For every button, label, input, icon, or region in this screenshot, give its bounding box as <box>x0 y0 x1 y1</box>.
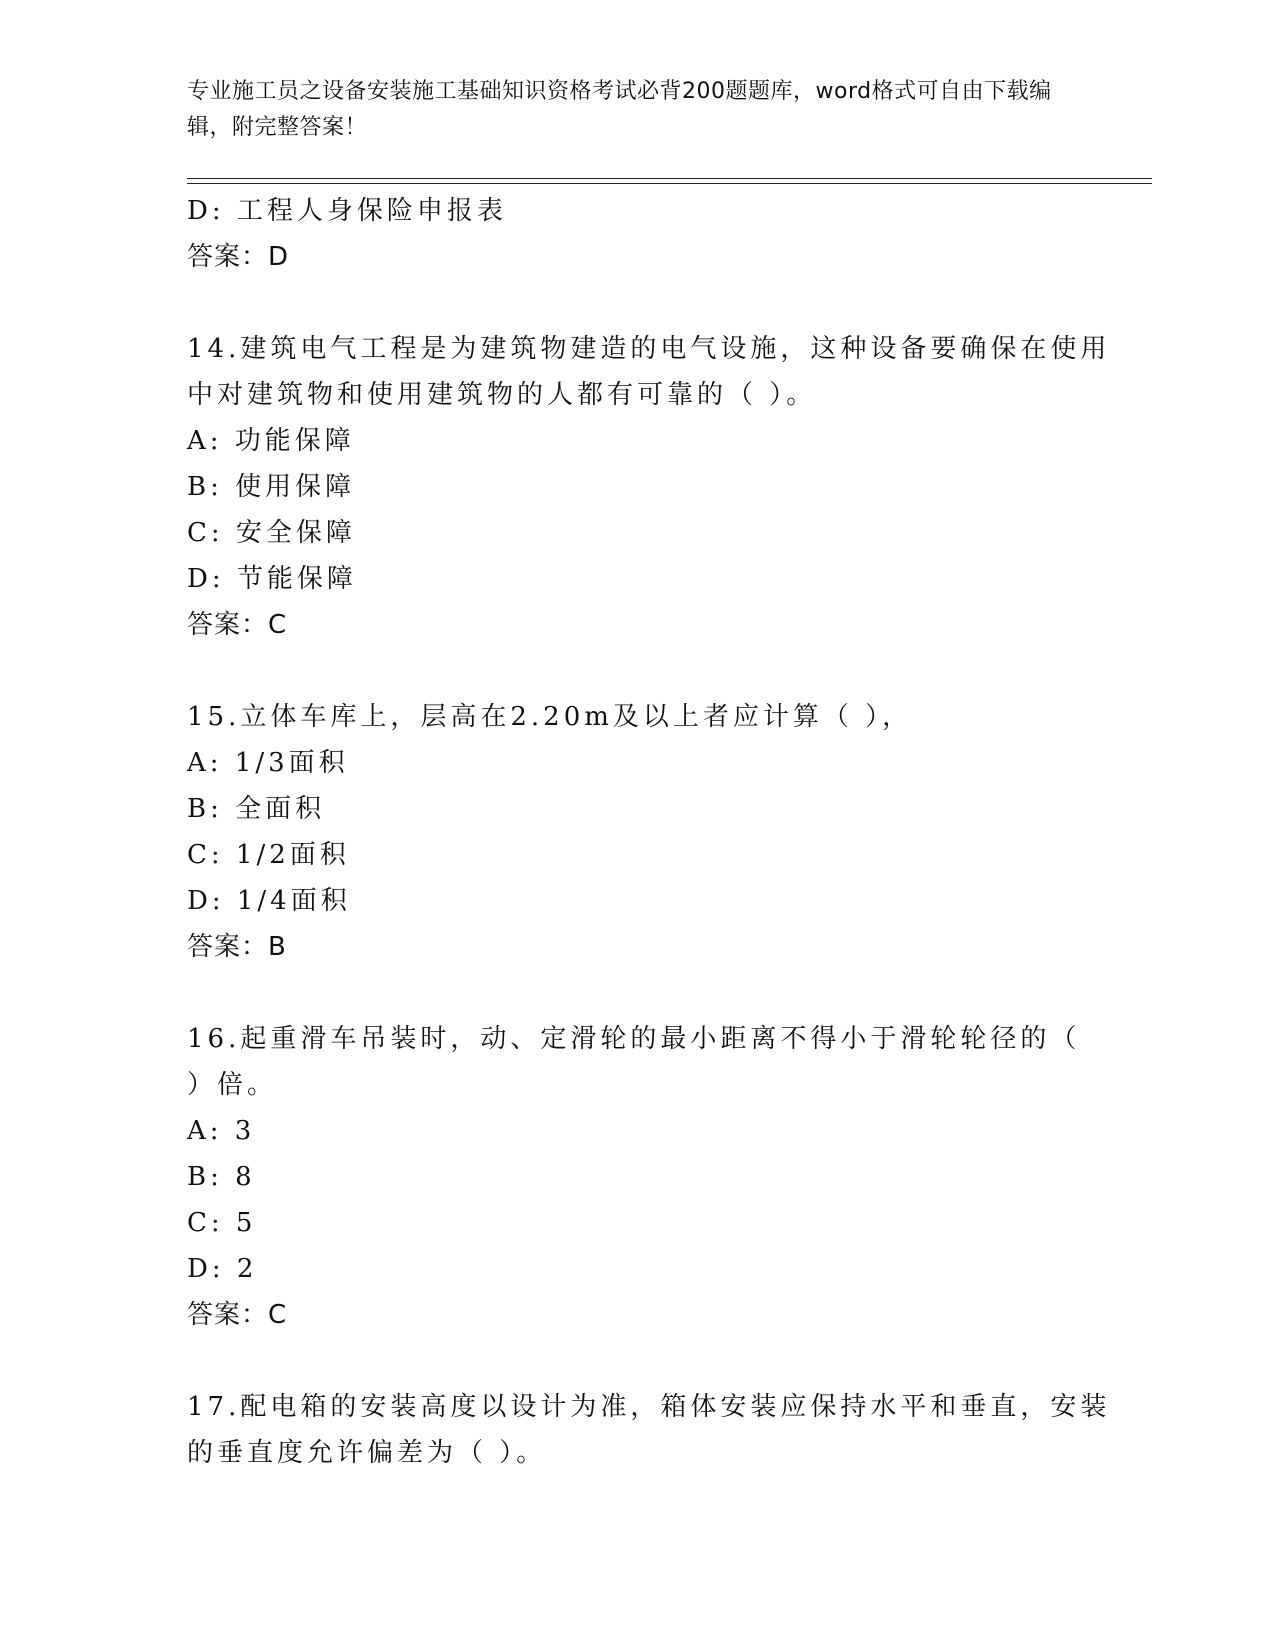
option-b: B: 使用保障 <box>187 472 356 502</box>
answer-line: 答案：D <box>187 242 290 272</box>
question-list <box>187 188 1111 1476</box>
option-c: C: 1/2面积 <box>187 840 350 870</box>
question-17 <box>187 1384 1111 1476</box>
answer-line: 答案：C <box>187 610 288 640</box>
spacer <box>187 1338 1087 1384</box>
question-16 <box>187 1016 1087 1338</box>
option-d: D: 节能保障 <box>187 564 357 594</box>
answer-line: 答案：C <box>187 1300 288 1330</box>
question-15 <box>187 694 1087 970</box>
header-divider-top <box>187 178 1152 179</box>
header-title: 专业施工员之设备安装施工基础知识资格考试必背200题题库，word格式可自由下载编辑，附完整答案！ <box>187 79 1052 140</box>
option-d: D: 工程人身保险申报表 <box>187 196 507 226</box>
header-divider-bottom <box>187 183 1152 184</box>
option-a: A: 功能保障 <box>187 426 355 456</box>
question-stem: 的垂直度允许偏差为（ ）。 <box>187 1438 547 1468</box>
option-b: B: 全面积 <box>187 794 326 824</box>
option-d: D: 1/4面积 <box>187 886 351 916</box>
option-a: A: 3 <box>187 1116 256 1146</box>
question-stem: ）倍。 <box>187 1070 278 1100</box>
question-stem: 17.配电箱的安装高度以设计为准，箱体安装应保持水平和垂直，安装 <box>187 1392 1111 1422</box>
option-b: B: 8 <box>187 1162 256 1192</box>
question-stem: 14.建筑电气工程是为建筑物建造的电气设施，这种设备要确保在使用 <box>187 334 1111 364</box>
option-c: C: 安全保障 <box>187 518 356 548</box>
question-stem: 16.起重滑车吊装时，动、定滑轮的最小距离不得小于滑轮轮径的（ <box>187 1024 1081 1054</box>
option-a: A: 1/3面积 <box>187 748 349 778</box>
spacer <box>187 970 1087 1016</box>
spacer <box>187 648 1087 694</box>
question-stem: 15.立体车库上，层高在2.20m及以上者应计算（ ）， <box>187 702 913 732</box>
question-14 <box>187 326 1111 648</box>
question-stem: 中对建筑物和使用建筑物的人都有可靠的（ ）。 <box>187 380 817 410</box>
answer-line: 答案：B <box>187 932 287 962</box>
spacer <box>187 280 1087 326</box>
option-d: D: 2 <box>187 1254 258 1284</box>
option-c: C: 5 <box>187 1208 257 1238</box>
document-header <box>187 74 1077 146</box>
